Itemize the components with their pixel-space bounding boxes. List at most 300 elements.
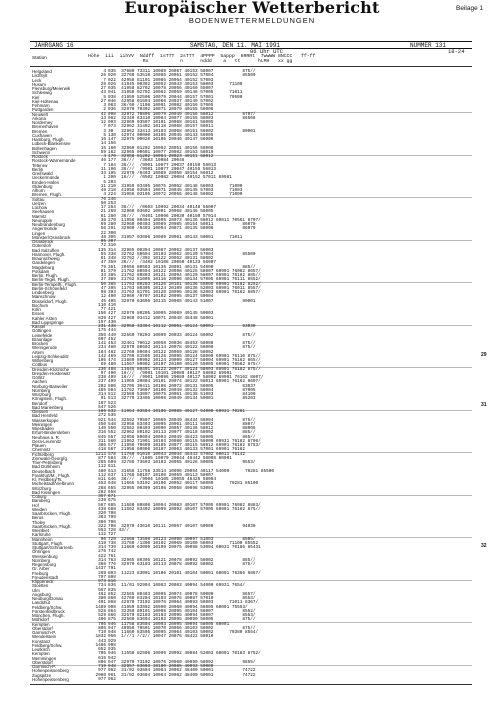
station-codes: 557 32958 80604 10093 20049 48423 58005 865// [108,434,256,440]
station-name: Lübeck-Blankensee [32,141,71,147]
station-codes: 307 [108,239,116,244]
station-name: Regensburg [32,562,56,567]
station-codes: 438 32958 33304 10112 20061 40124 50001 93030 [108,324,256,329]
station-name: Bad Dürkheim [32,464,60,470]
station-name: Wernigerode [32,345,58,351]
station-name: Hohenpeissenberg [32,676,69,682]
station-name: Mühldorf [32,617,50,623]
station-codes: 020 32760 53510 10085 20061 40152 57004 85500 [108,73,256,79]
station-name: Stuttgart/Schnarrenb. [32,545,74,550]
station-height: 453 [98,481,106,487]
station-name: Berlin, Flugh. [32,273,58,278]
station-height: 811 [98,477,106,482]
station-codes: 488 11645 80401 10122 20077 40124 58003 69901 76182 875// [108,366,261,372]
station-height: 705 [98,621,106,627]
station-height: 97 [100,370,106,376]
station-codes: 728 43// [108,528,130,533]
station-codes: 648 11665 53102 10106 20052 40117 58009 70281 85100 [108,481,259,487]
station-height: 69 [100,362,106,368]
station-height: 186 [98,409,106,414]
station-height: 81 [100,268,106,274]
station-name: Öhringen [32,549,51,555]
station-codes: 739 11669 63009 10109 20075 40098 53004 60031 70186 85431 [108,545,261,550]
station-codes: 30 32962 33413 10103 20068 40151 56002 80001 [108,128,256,134]
station-codes: 512 32560 53007 10075 20051 40138 51003 84100 [108,392,256,397]
station-name: Leck [32,77,42,83]
station-height: 366 [98,562,106,567]
station-height: 320 [98,511,106,516]
station-height: 3 [103,128,106,134]
station-height: 81 [100,256,106,261]
station-height: 33 [100,273,106,278]
station-name: Oberstdorf [32,625,53,631]
station-height: 705 [98,651,106,657]
station-name: Artern [32,349,44,355]
station-height: 547 [98,404,106,410]
station-height: 49 [100,188,106,193]
station-name: Hof [32,502,39,508]
station-codes: 427 32960 03412 10071 20048 48448 58001 [108,315,214,321]
station-height: 719 [98,630,106,635]
station-height: 91 [100,396,106,402]
station-codes: 908 [108,642,116,648]
station-codes: 130 42974 00000 10105 20045 40143 56005 [108,132,214,138]
station-height: 567 [98,502,106,508]
station-height: 33 [100,171,106,176]
station-name: Konstanz [32,638,51,644]
station-name: Flensburg/Meierwik [32,86,71,91]
station-height: 316 [98,430,106,436]
station-height: 4 [103,192,106,198]
station-name: Frankfurt/M., Flugh. [32,472,71,478]
station-codes: 860 42760 83204 10103 20076 40087 57010 8553/ [108,596,256,601]
station-codes: 280 36/// /0401 10096 20039 40150 57014 [108,213,217,219]
station-name: Lingen [32,230,46,236]
station-height: 12 [100,294,106,300]
station-height: 607 [98,336,106,342]
station-codes: 577 11958 70609 10105 20077 40115 58012 69901 76182 6753/ [108,443,261,448]
station-name: Garmisch-P. [32,664,56,669]
station-height: 55 [100,251,106,257]
station-name: Uelzen [32,200,46,206]
station-name: Bremen [32,128,48,134]
station-height: 462 [98,591,106,597]
station-height: 79 [100,264,106,270]
station-name: Dresden-Klotzsche [32,366,70,372]
station-codes: 195 32970 /0403 10089 20050 40154 56012 [108,171,214,176]
station-name: Potsdam [32,268,50,274]
station-height: 2 [103,107,106,113]
station-name: Münster/Osnabrück [32,234,71,240]
station-height: 48 [100,234,106,240]
station-name: Coburg [32,494,47,499]
station-height: 27 [100,98,106,104]
station-codes: 499 11965 20804 10101 20074 40122 58013 69901 76162 8607/ [108,379,261,385]
station-height: 528 [98,608,106,614]
station-name: Würzburg [32,485,52,491]
station-name: Chemnitz [32,447,51,453]
station-codes: 300 [108,230,116,236]
station-height: 17 [100,205,106,210]
station-codes: 210 31959 03405 10075 20052 40148 56003 71000 [108,183,243,189]
station-name: Cuxhaven [32,132,52,138]
station-codes: 310 [108,243,116,249]
station-height: 46 [100,158,106,164]
station-height: 237 [98,379,106,385]
page-title: Europäischer Wetterbericht [124,0,380,17]
station-name: Weinbiet [32,528,50,533]
station-name: Braunlage [32,336,53,342]
station-codes: 449 32560 70203 10099 20033 40124 56002 875// [108,332,256,338]
station-codes: 203 [108,179,116,185]
station-height: 1486 [95,642,106,648]
station-height: 839 [98,315,106,321]
station-height: 380 [98,596,106,601]
station-height: 973 [98,579,106,584]
station-name: Göttingen [32,328,52,334]
station-codes: 379 21762 80504 10122 20098 40125 58007 69901 76082 8657/ [108,268,261,274]
station-height: 42 [100,111,106,117]
station-name: Husum [32,81,46,87]
station-name: Kiel-Holtenau [32,98,59,104]
station-codes: 548 32958 83403 10095 20061 40111 56002 8807/ [108,421,256,427]
nummer-label: NUMMER 131 [410,42,447,49]
station-name: Würzburg [32,392,52,397]
station-codes: 022 42958 81101 10085 20064 40152 57003 [108,77,214,83]
station-height: 16 [100,137,106,142]
station-name: Kassel [32,324,46,329]
station-codes: 280 32960 00403 10089 20085 40154 58011 86070 [108,222,256,227]
station-name: Wittenberg [32,358,54,363]
station-height: 438 [98,506,106,512]
station-height: 72 [100,243,106,249]
station-height: 112 [98,472,106,478]
station-codes: 062 32340 63410 10084 20077 40155 58003 86508 [108,115,256,121]
station-height: 47 [100,285,106,291]
station-codes: 578 11760 91010 10044 20044 48443 57002 60011 76142 [108,451,246,457]
station-codes: 776 32970 63103 10113 20078 40092 58002 875// [108,562,256,567]
station-codes: 803 11223 83001 10106 20101 40104 50001 60091 76366 6867/ [108,570,261,576]
station-name: Bamberg [32,498,50,504]
station-height: 15 [100,145,106,151]
station-height: 3 [103,103,106,108]
station-codes: 430 [108,319,116,325]
station-codes: 500 32705 30411 10108 20072 40131 56005 83037 [108,383,256,389]
station-codes: 504 11762 73007 10100 20049 40132 58004 87005 [108,387,256,393]
station-name: Plauen [32,443,46,448]
station-name: München, Flugh. [32,613,65,618]
station-name: Stoetten [32,583,49,589]
station-height: 38 [100,217,106,223]
station-name: Nürnberg [32,387,51,393]
station-height: 797 [98,574,106,580]
station-height: 7 [103,124,106,130]
station-height: 314 [98,392,106,397]
station-codes: 866 32570 82103 10103 20095 40094 58007 8553/ [108,613,256,618]
station-name: Kl. Feldberg/Ts. [32,477,63,482]
station-name: Görlitz [32,375,45,380]
station-name: Arkona [32,115,46,121]
station-codes: 611 [108,464,116,470]
station-height: 553 [98,528,106,533]
bottom-rule [30,684,472,685]
station-codes: 162 32965 00601 10077 20082 40153 58010 [108,149,214,155]
station-height: 26 [100,73,106,79]
station-name: Berus [32,515,44,521]
station-codes: 729 22660 73508 10123 20090 40097 51003 8505/ [108,536,256,542]
station-height: 95 [100,239,106,244]
station-height: 806 [98,659,106,665]
station-name: Norderney [32,120,53,125]
station-codes: 962 [108,676,116,682]
station-height: 22 [100,230,106,236]
station-height: 1437 [95,566,106,572]
station-height: 977 [98,676,106,682]
station-name: Giessen [32,409,49,414]
time-label: 06 Uhr UTC [250,48,284,55]
station-codes: 038 41959 52506 10079 20044 40157 57001 70500 [108,94,243,100]
station-name: Essen [32,311,45,317]
station-height: 59 [100,149,106,155]
station-height: 175 [98,328,106,334]
station-height: 921 [98,417,106,423]
station-height: 140 [98,426,106,431]
jahrgang-label: JAHRGANG 16 [34,42,74,49]
station-codes: 942 [108,655,116,661]
station-name: Feldberg/Schw. [32,604,63,610]
station-codes: 962 31/02 93604 10064 20062 48400 50001 74722 [108,668,256,674]
station-name: Osnabrück [32,239,54,244]
station-name: Neubrandenburg [32,222,65,227]
station-height: 314 [98,545,106,550]
station-height: 37 [100,277,106,283]
station-name: Freiburg [32,570,49,576]
station-height: 977 [98,668,106,674]
station-height: 27 [100,86,106,91]
station-codes: 552 32962 80102 10113 20077 40118 58002 885// [108,430,256,436]
station-height: 322 [98,523,106,529]
station-height: 272 [98,413,106,419]
station-height: 806 [98,625,106,631]
station-height: 265 [98,460,106,465]
station-codes: 836 11/01 92904 10083 20083 40094 54000 69931 7654/ [108,583,246,589]
station-name: Klippeneck [32,579,54,584]
station-codes: 935 [108,647,116,652]
station-codes: 685 11660 80808 10094 20083 40107 57005 69901 76082 8883/ [108,502,261,508]
station-name: Köln [32,307,41,312]
station-height: 234 [98,345,106,351]
station-name: Wendelstein [32,634,57,640]
station-height: 2960 [95,672,106,678]
station-name: Berlin-Tempelh., Flugh. [32,281,78,287]
station-name: Trier-Petrisberg [32,460,63,465]
station-codes: 613 31658 11758 33514 10096 20054 40117 54000 70281 85500 [108,468,274,474]
station-name: Leipzig-Schkeuditz [32,353,69,359]
station-height: 202 [98,383,106,389]
station-height: 142 [98,353,106,359]
station-name: Seehausen [32,209,55,215]
station-name: Schwerin [32,149,51,155]
station-codes: 526 [108,404,116,410]
station-height: 422 [98,553,106,559]
station-codes: 246 [108,196,116,202]
station-height: 81 [100,213,106,219]
station-height: 238 [98,375,106,380]
station-codes: 864 32350 80101 10098 20095 40104 56007 8552/ [108,608,256,614]
station-codes: 460 32970 80603 10114 20078 40122 58000 875// [108,345,256,351]
station-height: 1 [103,175,106,181]
station-codes: 190 36/// /9901 10077 20047 40155 56013 [108,166,217,172]
station-name: Kiel [32,94,40,100]
station-codes: 184 36/// /9901 10077 20037 40150 56013 [108,162,217,168]
station-name: Magdeburg [32,264,55,270]
station-name: Greifswald [32,171,53,176]
station-height: 5 [103,132,106,138]
station-name: Bad Lippspringe [32,319,64,325]
station-codes: 675 [108,498,116,504]
station-codes: 314 32965 00304 10087 20052 40137 56003 [108,247,214,253]
station-codes: 535 [108,413,116,419]
station-codes: 093 32960 03507 10101 20068 40161 58005 [108,120,214,125]
station-name: Marnitz [32,213,47,219]
station-name: Freudenstadt [32,574,58,580]
station-name: Gr. Arber [32,566,50,572]
station-codes: 671 [108,494,116,499]
station-codes: 875 32560 83604 10103 20095 40090 58005 875// [108,617,256,623]
station-height: 43 [100,90,106,96]
date-label: SAMSTAG, DEN 11. MAI 1991 [190,42,281,49]
station-name: Königstein, Flugh. [32,396,68,402]
station-codes: 816 [108,579,116,584]
station-codes: 026 41945 00302 10052 20043 40153 58003 71100 [108,81,243,87]
station-height: 269 [98,570,106,576]
station-codes: 946 11758 83604 10093 20095 40094 58005 60001 [108,621,230,627]
station-name: Gardelegen [32,260,55,266]
station-codes: 646 36/// /9904 10105 20055 48425 58004 [108,477,217,482]
station-height: 135 [98,247,106,253]
station-name: Oldenburg [32,183,53,189]
station-name: Dresden-Hosterwitz [32,370,71,376]
station-name: Nürnberg [32,557,51,563]
station-name: Hohenpeissenberg [32,668,69,674]
station-codes: 444 [108,328,116,334]
station-height: 50 [100,281,106,287]
station-height: 734 [98,583,106,589]
station-height: 314 [98,557,106,563]
beilage-label: Beilage 1 [456,5,484,12]
station-height: 845 [98,434,106,440]
station-codes: 929 [108,638,116,644]
station-height: 231 [98,324,106,329]
station-codes: 947 32970 73102 10076 20060 40090 58002 9855/ [108,659,256,665]
station-codes: 098 32972 70805 10079 20049 40156 58012 8707/ [108,111,256,117]
station-codes: 950 1///1 //2// 10047 20076 48422 58010 [108,634,214,640]
station-codes: 147 32975 00020 10105 20046 40147 56006 [108,137,214,142]
station-name: Fehmarn [32,103,50,108]
station-name: Gütersloh [32,243,52,249]
header-rule [30,66,472,67]
station-name: List/Sylt [32,73,48,79]
station-codes: 200 16/// /0502 10082 20084 40152 57011 69981 [108,175,232,181]
station-height: 56 [100,226,106,232]
station-name: Neuburg/Donau [32,596,64,601]
station-codes: 738 31760 /1300 10102 20069 40100 58003 71100 85552 [108,540,259,546]
station-name: Augsburg [32,591,51,597]
station-name: Helgoland [32,69,52,74]
station-height: 719 [98,664,106,669]
station-codes: 688 11562 83402 10099 20092 40107 57005 69901 76182 875// [108,506,261,512]
station-height: 311 [98,438,106,444]
station-name: Saarbrücken, Flugh. [32,511,72,516]
station-height: 112 [98,532,106,538]
station-codes: 073 32962 31402 10118 20068 40157 56011 [108,124,214,130]
station-codes: 063 36/60 /1108 10091 20082 40156 57005 [108,103,214,108]
station-codes: 637 11768 50107 10108 20059 40113 58007 [108,472,214,478]
station-name: Bremerhaven [32,124,59,130]
station-codes: 658 [108,489,116,495]
station-name: Weissenburg [32,553,58,559]
station-codes: 550 32562 80403 10090 20057 40136 58012 88005 [108,426,256,431]
station-codes: 961 31/02 93604 10064 20062 48400 50001 74722 [108,672,256,678]
station-height: 615 [98,655,106,661]
station-height: 1832 [95,634,106,640]
station-codes: 405 32970 63606 10115 20065 40143 51007 80001 [108,298,256,304]
station-height: 268 [98,485,106,491]
station-name: Lüchow [32,205,48,210]
station-codes: 427 32970 80205 10095 20069 40145 50003 [108,311,214,317]
margin-mark: 31 [481,402,487,408]
station-name: Hannover, Flugh. [32,251,66,257]
station-name: Soltau [32,196,45,202]
range-label: 18-24 [448,48,465,55]
station-height: 356 [98,332,106,338]
station-codes: 708 32970 43610 10111 20057 40107 50000 94030 [108,523,256,529]
station-name: Landshut [32,600,51,606]
station-codes: 469 32760 81505 10126 20095 40124 58000 69901 76110 875// [108,353,261,359]
station-codes: 035 37680 73311 10089 20067 40153 58007 875// [108,69,256,74]
station-height: 443 [98,638,106,644]
station-height: 112 [98,464,106,470]
station-name: Emden-Hafen [32,179,60,185]
station-codes: 170 32958 81202 10084 20023 40151 58012 [108,154,214,159]
station-codes: 410 [108,302,116,308]
station-height: 98 [100,290,106,295]
station-height: 45 [100,298,106,304]
station-name: Mannheim [32,536,53,542]
station-codes: 584 36/// /1605 10070 20044 48442 58008 60001 [108,455,232,461]
station-codes: 361 20656 80503 10135 20091 40131 54000 885// [108,264,256,270]
station-name: Alhorn [32,188,45,193]
station-height: 418 [98,447,106,453]
station-codes: 035 41958 82702 10078 20056 40160 55007 [108,86,214,91]
station-codes: 338 32762 50604 10103 20062 40130 57004 85500 [108,251,256,257]
station-height: 14 [100,141,106,147]
station-height: 150 [98,311,106,317]
station-codes: 567 21958 60906 10107 20063 40133 57001 69901 76182 [108,447,246,453]
station-codes: 385 11763 80203 10126 20101 40136 55005 69901 76182 8252/ [108,281,261,287]
station-codes: 389 21762 81005 10116 20096 40134 57005 69901 76111 8552/ [108,277,261,283]
station-name: Karlsruhe [32,532,51,538]
station-name: Neuhaus a. R. [32,434,61,440]
station-name: Rostock-Warnemünde [32,158,76,164]
station-height: 11 [100,166,106,172]
station-codes: 709 [108,515,116,521]
station-height: 386 [98,519,106,525]
station-name: Schleswig [32,90,52,96]
station-name: Rostock [32,154,48,159]
station-name: Puttgarden [32,107,54,113]
station-codes: 532 11964 03504 10106 20065 40127 54000 69931 70281 [108,409,246,414]
